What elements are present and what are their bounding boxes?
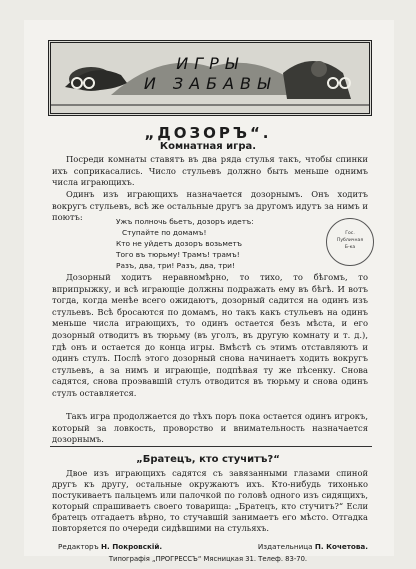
article2-title-text: „Братецъ, кто стучитъ?“	[132, 454, 284, 465]
library-stamp	[326, 218, 374, 266]
header-banner	[48, 40, 372, 116]
song-verse	[116, 216, 254, 271]
publisher-name: П. Кочетова.	[314, 542, 368, 551]
section-divider	[50, 446, 372, 447]
verse-line: Ступайте по домамъ!	[122, 228, 207, 237]
verse-line: Ужъ полночь бьетъ, дозоръ идетъ:	[116, 217, 254, 226]
article2-paragraph: Двое изъ играющихъ садятся съ завязанными глазами спиной другъ къ другу, остальные окружаютъ ихъ. Кто-нибудь тихонько постукиваетъ пальцемъ или палочкой по головѣ одного изъ сидящихъ, который спрашиваетъ своего товарища: „Братецъ, кто стучитъ?“ Если братецъ отгадаетъ вѣрно, то стучавшій занимаетъ его мѣсто. Отгадка повторяется по очереди сидѣвшими на стульяхъ.	[52, 468, 368, 534]
stamp-line: Гос.	[345, 231, 355, 236]
printer-line: Типографія „ПРОГРЕССЪ“ Мясницкая 31. Телеф. 83-70.	[108, 555, 308, 563]
banner-title-line2: И ЗАБАВЫ	[143, 74, 277, 93]
verse-line: Кто не уйдетъ дозоръ возьметъ	[116, 239, 243, 248]
verse-line: Того въ тюрьму! Трамъ! трамъ!	[116, 250, 240, 259]
publisher-credit	[258, 542, 368, 551]
section-heading	[51, 55, 369, 93]
publisher-label: Издательница	[257, 542, 313, 551]
paragraph-3: Дозорный ходитъ неравномѣрно, то тихо, то бѣгомъ, то вприпрыжку, и всѣ играющіе должны подражать ему въ бѣгѣ. И вотъ тогда, когда менѣе всего ожидаютъ, дозорный садится на одинъ изъ стульевъ. Всѣ бросаются по домамъ, но такъ какъ стульевъ на одинъ меньше числа играющихъ, то одинъ остается безъ мѣста, и его дозорный отводитъ въ тюрьму (въ уголъ, въ другую комнату и т. д.), гдѣ онъ и остается до конца игры. Вмѣстѣ съ этимъ отставляютъ и одинъ стулъ. Послѣ этого дозорный снова начинаетъ ходить вокругъ стульевъ, а за нимъ и играющіе, подпѣвая ту же пѣсенку. Снова садятся, снова проэвавшій стулъ отводится въ тюрьму и снова одинъ стулъ оставляется.	[52, 272, 368, 398]
paragraph-4: Такъ игра продолжается до тѣхъ поръ пока остается одинъ игрокъ, который за ловкость, проворство и внимательность назначается дозорнымъ.	[52, 411, 368, 445]
banner-title-line1: ИГРЫ	[176, 54, 244, 73]
editor-credit	[58, 542, 162, 551]
article-subtitle: Комнатная игра.	[159, 141, 257, 152]
editor-name: Н. Покровскій.	[101, 542, 163, 551]
paragraph-1: Посреди комнаты ставятъ въ два ряда стулья такъ, чтобы спинки ихъ соприкасались. Число стульевъ должно быть меньше однимъ числа играющихъ.	[52, 154, 368, 188]
verse-line: Разъ, два, три! Разъ, два, три!	[116, 261, 235, 270]
article-title: „ДОЗОРЪ“.	[144, 124, 272, 142]
paragraph-2: Одинъ изъ играющихъ назначается дозорнымъ. Онъ ходитъ вокругъ стульевъ, всѣ же остальные другъ за другомъ идутъ за нимъ и поютъ:	[52, 189, 368, 223]
stamp-line: Публичная	[336, 238, 364, 243]
article2-title	[0, 454, 416, 465]
stamp-line: Б-ка	[344, 245, 356, 250]
editor-label: Редакторъ	[58, 542, 99, 551]
